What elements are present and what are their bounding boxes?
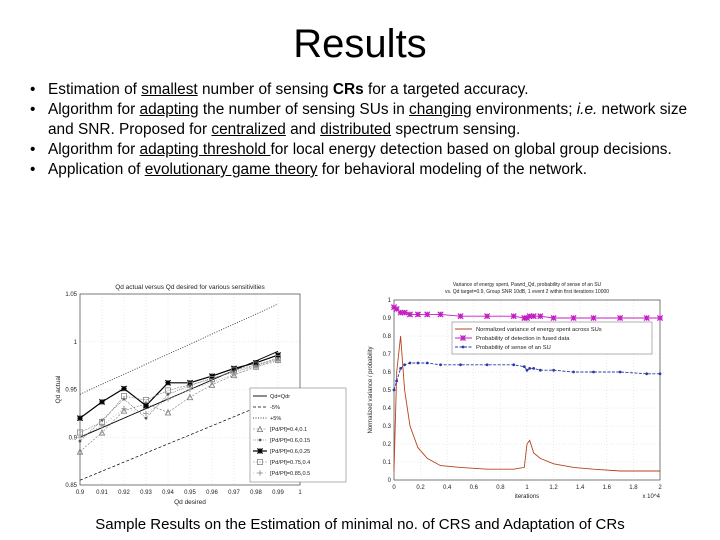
x-tick-label: 0.96	[206, 490, 218, 496]
x-tick-label: 0.93	[140, 490, 152, 496]
x-tick-label: 0.9	[75, 490, 85, 496]
bullet-item: • Application of evolutionary game theory for behavioral modeling of the network.	[30, 161, 588, 178]
legend-marker	[460, 335, 465, 340]
data-point	[417, 362, 420, 365]
y-tick-label: 0.5	[382, 388, 391, 394]
x-tick-label: 0.92	[118, 490, 130, 496]
x-axis-label: iterations	[514, 494, 540, 500]
data-point	[571, 315, 576, 320]
y-tick-label: 0.1	[382, 460, 391, 466]
x-tick-label: 0.99	[272, 490, 284, 496]
series-line	[80, 304, 278, 394]
data-point	[425, 312, 430, 317]
data-point	[407, 312, 412, 317]
data-point	[402, 310, 407, 315]
x-tick-label: 0.94	[162, 490, 174, 496]
chart-title: Qd actual versus Qd desired for various sensitivities	[115, 284, 265, 291]
bullet-dot: •	[30, 101, 36, 118]
x-tick-label: 0.6	[469, 485, 478, 491]
data-point	[77, 416, 82, 421]
y-tick-label: 0.85	[65, 483, 77, 489]
legend-label: [Pd/Pf]=0.4,0.1	[270, 427, 308, 433]
data-point	[486, 363, 489, 366]
qd-accuracy-chart	[52, 280, 352, 510]
x-tick-label: 1.8	[629, 485, 638, 491]
bullet-dot: •	[30, 81, 36, 98]
y-tick-label: 0.9	[382, 316, 391, 322]
data-point	[552, 369, 555, 372]
x-tick-label: 1.6	[602, 485, 611, 491]
data-point	[231, 366, 236, 371]
data-point	[395, 380, 398, 383]
y-tick-label: 0.3	[382, 424, 391, 430]
data-point	[619, 371, 622, 374]
data-point	[99, 399, 104, 404]
data-point	[523, 365, 526, 368]
data-point	[165, 380, 170, 385]
data-point	[592, 371, 595, 374]
x-tick-label: 1.2	[549, 485, 558, 491]
data-point	[393, 389, 396, 392]
legend-label: -5%	[270, 405, 280, 411]
series-line	[80, 360, 278, 452]
data-point	[438, 312, 443, 317]
x-tick-label: 1	[298, 490, 302, 496]
legend-box	[250, 388, 346, 482]
y-tick-label: 0.9	[68, 435, 77, 442]
data-point	[572, 371, 575, 374]
data-point	[415, 312, 420, 317]
y-tick-label: 1.05	[65, 292, 77, 298]
data-point	[657, 315, 662, 320]
data-point	[79, 440, 82, 443]
x-tick-label: 0.8	[496, 485, 505, 491]
legend-label: Qd=Qdr	[270, 394, 291, 400]
legend-label: [Pd/Pf]=0.6,0.15	[270, 438, 311, 444]
y-tick-label: 0.95	[65, 387, 77, 394]
bullet-item: • Algorithm for adapting threshold for local energy detection based on global group decisions.	[30, 141, 672, 158]
bullet-dot: •	[30, 141, 36, 158]
data-point	[143, 403, 148, 408]
data-point	[528, 367, 531, 370]
y-tick-label: 0.2	[382, 442, 391, 448]
legend-label: [Pd/Pf]=0.6,0.25	[270, 449, 311, 455]
y-tick-label: 0.8	[382, 334, 391, 340]
x-tick-label: 0.91	[96, 490, 108, 496]
data-point	[403, 363, 406, 366]
data-point	[399, 367, 402, 370]
legend-marker	[259, 439, 262, 442]
data-point	[145, 417, 148, 420]
data-point	[551, 315, 556, 320]
data-point	[526, 369, 529, 372]
y-axis-label: Qd actual	[55, 375, 62, 404]
data-point	[591, 315, 596, 320]
legend-label: [Pd/Pf]=0.85,0.5	[270, 471, 311, 477]
data-point	[209, 379, 214, 384]
data-point	[645, 372, 648, 375]
data-point	[409, 362, 412, 365]
series-line	[80, 359, 278, 441]
y-tick-label: 1	[387, 298, 391, 304]
legend-label: Normalized variance of energy spent across SUs	[476, 327, 602, 333]
figure-caption: Sample Results on the Estimation of minimal no. of CRS and Adaptation of CRs	[95, 516, 625, 533]
x-tick-label: 1.4	[576, 485, 585, 491]
adaptation-chart	[360, 280, 670, 512]
bullet-item: • Algorithm for adapting the number of sensing SUs in changing environments; i.e. network size and SNR. Proposed for centralized and distributed spectrum sensing.	[30, 101, 688, 138]
data-point	[618, 315, 623, 320]
data-point	[644, 315, 649, 320]
chart-title-line: vs. Qd target=0.9, Group SNR 10dB, 1 event 2 within first iterations 10000	[444, 289, 610, 295]
slide-title: Results	[293, 22, 427, 66]
data-point	[459, 363, 462, 366]
legend-marker	[257, 448, 262, 453]
legend-label: +5%	[270, 416, 282, 422]
series-line	[80, 355, 278, 418]
series-line	[394, 363, 660, 390]
legend-label: Probability of sense of an SU	[476, 345, 551, 351]
data-point	[532, 367, 535, 370]
y-axis-label: Normalized variance / probability	[368, 346, 374, 434]
data-point	[512, 363, 515, 366]
data-point	[511, 314, 516, 319]
x-tick-label: 0.2	[416, 485, 425, 491]
data-point	[485, 314, 490, 319]
data-point	[121, 386, 126, 391]
y-tick-label: 0.6	[382, 370, 391, 376]
legend-label: [Pd/Pf]=0.75,0.4	[270, 460, 311, 466]
data-point	[426, 362, 429, 365]
bullet-item: • Estimation of smallest number of sensing CRs for a targeted accuracy.	[30, 81, 529, 98]
legend-label: Probability of detection in fused data	[476, 336, 570, 342]
series-line	[80, 358, 278, 433]
bullet-dot: •	[30, 161, 36, 178]
data-point	[458, 314, 463, 319]
y-tick-label: 0.7	[382, 352, 391, 358]
data-point	[538, 314, 543, 319]
y-tick-label: 0	[387, 478, 391, 484]
y-tick-label: 0.4	[382, 406, 391, 412]
chart-title-line: Variance of energy spent, Pawrd_Qd, probability of sense of an SU	[452, 282, 602, 288]
x-tick-label: 0.97	[228, 490, 240, 496]
data-point	[165, 396, 170, 401]
x-tick-label: 0	[392, 485, 396, 491]
x-tick-label: 0.95	[184, 490, 196, 496]
y-tick-label: 1	[73, 339, 77, 346]
data-point	[121, 406, 126, 411]
data-point	[99, 423, 104, 428]
x-tick-label: 1	[525, 485, 529, 491]
bullet-list	[30, 80, 700, 180]
x-tick-label: 2	[658, 485, 662, 491]
x-axis-label: Qd desired	[174, 499, 206, 506]
series-line	[80, 399, 278, 481]
data-point	[539, 369, 542, 372]
data-point	[531, 314, 536, 319]
x-tick-label: 0.4	[443, 485, 452, 491]
data-point	[659, 372, 662, 375]
x-multiplier-label: x 10^4	[642, 494, 660, 500]
legend-marker	[462, 346, 465, 349]
data-point	[143, 411, 148, 416]
x-tick-label: 0.98	[250, 490, 262, 496]
series-line	[80, 361, 278, 437]
data-point	[439, 363, 442, 366]
